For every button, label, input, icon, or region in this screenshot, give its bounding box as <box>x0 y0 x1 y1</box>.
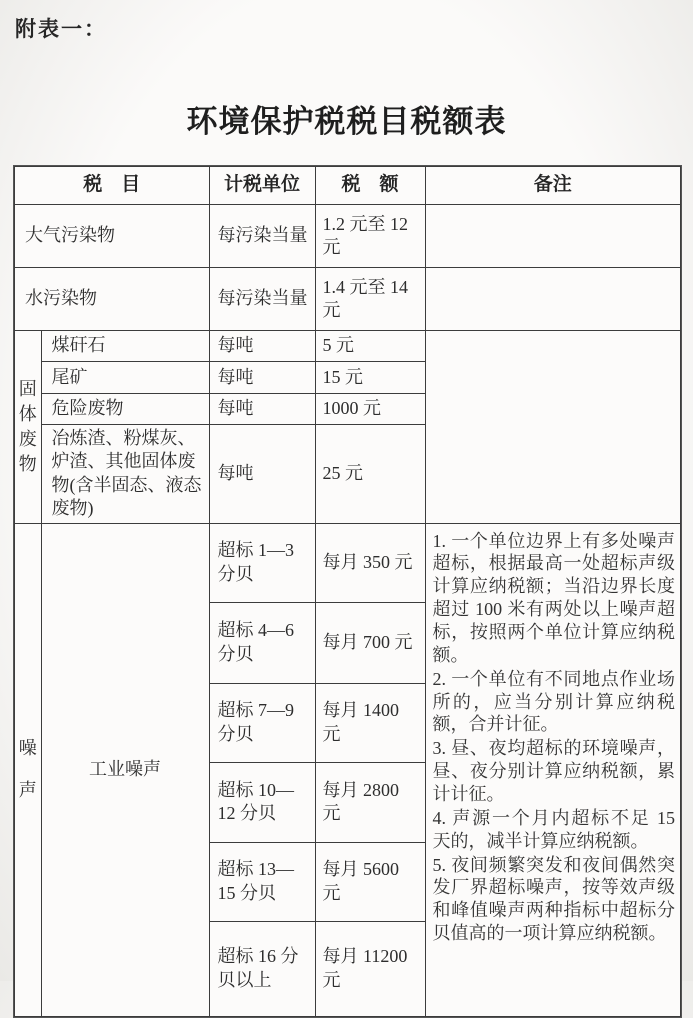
appendix-label: 附表一： <box>15 17 107 41</box>
remarks-cell-noise <box>425 523 681 1017</box>
tax-unit-cell: 每吨 <box>209 394 315 425</box>
tax-unit-cell: 超标 4—6 分贝 <box>209 602 315 683</box>
header-row <box>14 166 681 205</box>
tax-unit-cell: 每污染当量 <box>209 205 315 268</box>
tax-item-cell: 煤矸石 <box>41 331 209 362</box>
tax-item-cell: 冶炼渣、粉煤灰、炉渣、其他固体废物(含半固态、液态废物) <box>41 425 209 524</box>
tax-item-cell: 危险废物 <box>41 394 209 425</box>
tax-amount-cell: 每月 2800 元 <box>315 762 425 842</box>
tax-amount-cell: 每月 700 元 <box>315 602 425 683</box>
tax-amount-cell: 25 元 <box>315 425 425 524</box>
tax-amount-cell: 每月 5600 元 <box>315 842 425 921</box>
tax-unit-cell: 超标 10—12 分贝 <box>209 762 315 842</box>
page-title: 环境保护税税目税额表 <box>186 104 507 139</box>
tax-amount-cell: 1.2 元至 12 元 <box>315 205 425 268</box>
remark-item: 4. 声源一个月内超标不足 15 天的，减半计算应纳税额。 <box>432 807 676 851</box>
column-header-tax-unit: 计税单位 <box>209 166 315 205</box>
industrial-noise-cell: 工业噪声 <box>41 523 209 1017</box>
tax-unit-cell: 超标 13—15 分贝 <box>209 842 315 921</box>
tax-amount-cell: 5 元 <box>315 331 425 362</box>
remark-item: 1. 一个单位边界上有多处噪声超标，根据最高一处超标声级计算应纳税额；当沿边界长度超过 100 米有两处以上噪声超标，按照两个单位计算应纳税额。 <box>432 530 676 665</box>
remark-item: 3. 昼、夜均超标的环境噪声，昼、夜分别计算应纳税额，累计计征。 <box>432 738 676 805</box>
tax-unit-cell: 每吨 <box>209 362 315 394</box>
tax-table <box>13 165 682 1018</box>
column-header-tax-amount: 税 额 <box>315 166 425 205</box>
table-row-noise-1-3db <box>14 523 681 602</box>
table-row-water-pollutants <box>14 268 681 331</box>
tax-unit-cell: 每吨 <box>209 425 315 524</box>
group-label-solid-waste <box>14 331 41 524</box>
tax-amount-cell: 每月 1400 元 <box>315 683 425 762</box>
table-row-air-pollutants <box>14 205 681 268</box>
remarks-cell-empty <box>425 331 681 524</box>
tax-item-cell: 大气污染物 <box>14 205 209 268</box>
tax-amount-cell: 15 元 <box>315 362 425 394</box>
tax-unit-cell: 超标 16 分贝以上 <box>209 921 315 1017</box>
tax-amount-cell: 1.4 元至 14 元 <box>315 268 425 331</box>
tax-unit-cell: 每吨 <box>209 331 315 362</box>
noise-vertical-label: 噪声 <box>18 738 37 800</box>
group-label-noise <box>14 523 41 1017</box>
tax-amount-cell: 每月 11200 元 <box>315 921 425 1017</box>
remarks-cell-empty <box>425 268 681 331</box>
tax-amount-cell: 1000 元 <box>315 394 425 425</box>
tax-item-cell: 尾矿 <box>41 362 209 394</box>
tax-amount-cell: 每月 350 元 <box>315 523 425 602</box>
remark-item: 5. 夜间频繁突发和夜间偶然突发厂界超标噪声，按等效声级和峰值噪声两种指标中超标分贝值高的一项计算应纳税额。 <box>432 854 676 944</box>
tax-unit-cell: 超标 1—3 分贝 <box>209 523 315 602</box>
remarks-cell-empty <box>425 205 681 268</box>
remark-item: 2. 一个单位有不同地点作业场所的，应当分别计算应纳税额，合并计征。 <box>432 668 676 735</box>
column-header-remarks: 备注 <box>425 166 681 205</box>
table-row-coal-gangue <box>14 331 681 362</box>
column-header-tax-item: 税 目 <box>14 166 209 205</box>
tax-unit-cell: 超标 7—9 分贝 <box>209 683 315 762</box>
solid-waste-vertical-label: 固体废物 <box>18 379 37 474</box>
tax-unit-cell: 每污染当量 <box>209 268 315 331</box>
tax-item-cell: 水污染物 <box>14 268 209 331</box>
